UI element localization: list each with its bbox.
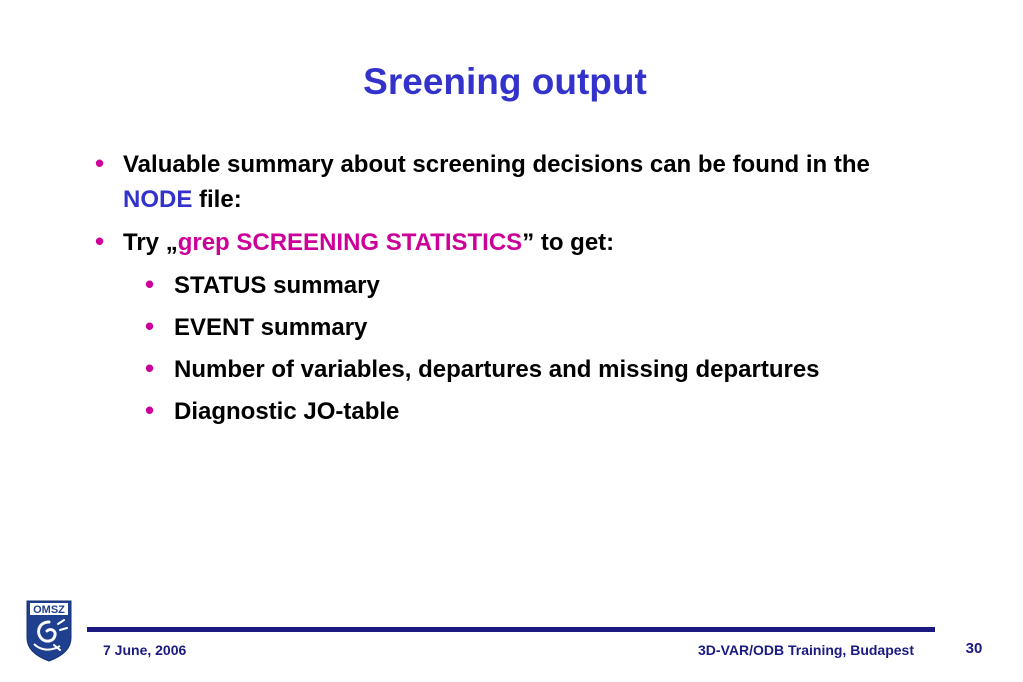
grep-command-highlight: grep SCREENING STATISTICS (177, 229, 523, 256)
sub-bullet-status (90, 268, 910, 303)
logo-label: OMSZ (33, 604, 65, 616)
bullet-text-end: file: (192, 186, 242, 213)
sub-bullet-text: STATUS summary (174, 272, 380, 299)
bullet-dot-icon: • (145, 353, 155, 383)
footer-divider (87, 627, 935, 632)
bullet-text: Valuable summary about screening decisions can be found in the (123, 151, 870, 178)
footer-date: 7 June, 2006 (103, 642, 187, 658)
slide-title: Sreening output (363, 61, 647, 102)
bullet-node-file (90, 147, 910, 217)
omsz-logo (24, 600, 74, 662)
bullet-grep-command (90, 225, 910, 260)
bullet-list (90, 147, 910, 436)
sub-bullet-text: EVENT summary (174, 314, 368, 341)
sub-bullet-jo-table (90, 394, 910, 429)
sub-bullet-variables (90, 352, 910, 387)
footer-event: 3D-VAR/ODB Training, Budapest (698, 642, 914, 658)
bullet-dot-icon: • (145, 269, 155, 299)
bullet-text: Try „ (123, 229, 178, 256)
page-number: 30 (965, 640, 983, 657)
node-highlight: NODE (123, 186, 193, 213)
sub-bullet-text: Number of variables, departures and missing departures (174, 356, 820, 383)
bullet-dot-icon: • (95, 148, 105, 178)
bullet-dot-icon: • (145, 395, 155, 425)
sub-bullet-event (90, 310, 910, 345)
bullet-dot-icon: • (95, 226, 105, 256)
bullet-dot-icon: • (145, 311, 155, 341)
bullet-text-end: ” to get: (522, 229, 615, 256)
sub-bullet-text: Diagnostic JO-table (174, 398, 400, 425)
